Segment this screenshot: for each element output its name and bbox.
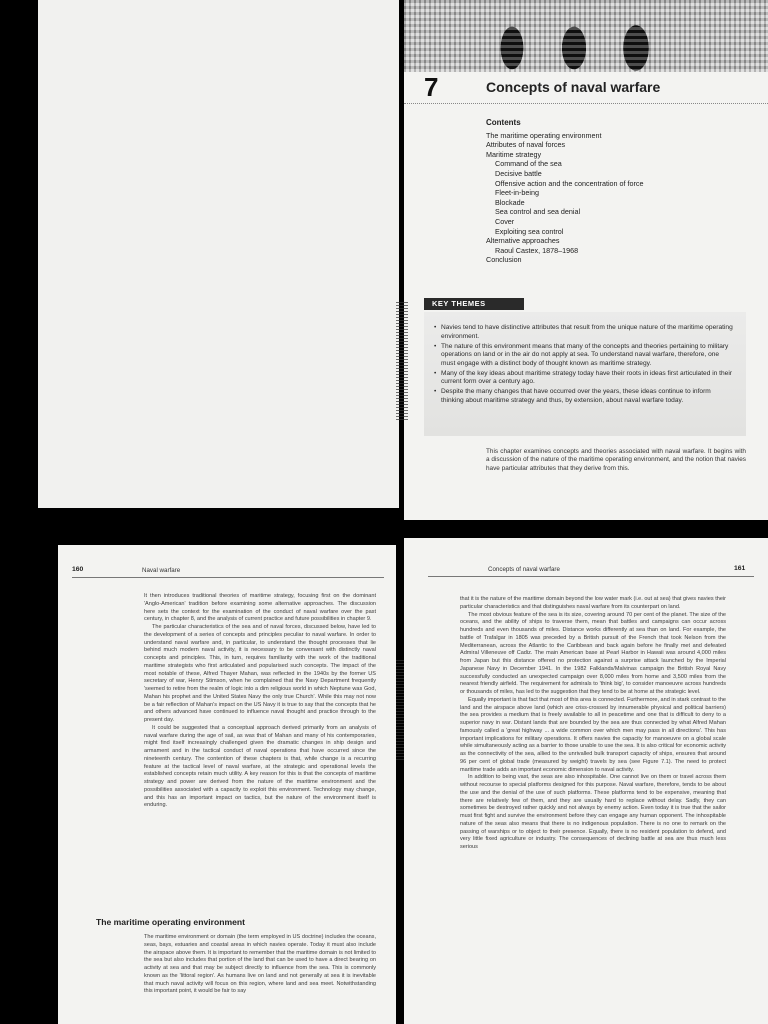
key-theme-item: • The nature of this environment means that many of the concepts and theories pertaining to military operations on land or in the air do not apply at sea. To understand naval warfare, therefore, one must engage with a distinct body of thought known as maritime strategy. [434, 343, 734, 369]
page-160 [58, 545, 396, 1024]
contents-subitem: Command of the sea [495, 159, 562, 169]
key-theme-item: • Many of the key ideas about maritime strategy today have their roots in ideas first articulated in their current form over a century ago. [434, 370, 734, 387]
contents-subitem: Sea control and sea denial [495, 207, 581, 217]
running-head: Naval warfare [142, 567, 181, 574]
contents-subitem: Raoul Castex, 1878–1968 [495, 245, 579, 255]
section-body [144, 934, 376, 996]
contents-item: The maritime operating environment [486, 130, 602, 140]
page-number: 160 [72, 566, 84, 573]
contents-subitem: Exploiting sea control [495, 226, 564, 236]
key-themes-label: KEY THEMES [432, 299, 486, 308]
paragraph: It could be suggested that a conceptual approach derived primarily from an analysis of naval warfare during the age of sail, as was that of Mahan and many of his contemporaries, might find itself increasingly challenged given the dramatic changes in ship design and armament and in the tactical conduct of naval operations that have occurred since the nineteenth century. The contention of these chapters is that, while change is a recurring feature at the tactical level of naval warfare, at the strategic and operational levels the established concepts retain much utility. A key reason for this is that the concepts of maritime strategy and power are derived from the nature of the maritime environment and the possibilities associated with a capacity to exploit this environment. Technology may change, and this has an important impact on tactics, but the nature of the environment itself is enduring. [144, 724, 376, 809]
page-number: 161 [734, 565, 746, 572]
blank-page [38, 0, 399, 508]
key-themes-list [434, 324, 734, 407]
contents-subitem: Offensive action and the concentration of force [495, 178, 644, 188]
chapter-opener-page [404, 0, 768, 520]
key-theme-item: • Navies tend to have distinctive attributes that result from the unique nature of the maritime operating environment. [434, 324, 734, 341]
paragraph: It then introduces traditional theories of maritime strategy, focusing first on the dominant 'Anglo-American' tradition before examining some alternative approaches. The discussion here sets the context for the examination of the conduct of naval warfare over the past century, in chapter 8, and the analysis of current practice and future possibilities in chapter 9. [144, 593, 376, 623]
contents-subitem: Decisive battle [495, 168, 542, 178]
header-rule [404, 103, 768, 104]
contents-list [486, 118, 746, 265]
chapter-number: 7 [424, 72, 439, 102]
paragraph: The maritime environment or domain (the term employed in US doctrine) includes the oceans, seas, bays, estuaries and coastal areas in which navies operate. Today it must also include the airspace above them. It is important to remember that the maritime domain is not limited to the sea but also includes that portion of the land that can be used to have a direct bearing on activity at sea and that may be subject directly to influence from the sea. This is commonly known as the 'littoral region'. As humans live on land and not generally at sea it is inevitable that much naval activity will focus on this region, where land and sea meet. Notwithstanding this important point, it would be fair to say [144, 934, 376, 995]
running-head: Concepts of naval warfare [488, 566, 560, 573]
paragraph: Equally important is that fact that most of this area is connected. Furthermore, and in stark contrast to the land and the airspace above land (which are criss-crossed by innumerable physical and political barriers) the sea provides a medium that is freely available to all in peacetime and one that is difficult to deny to a superior navy in war. Distant lands that are bounded by the sea are thus connected by what Alfred Mahan famously called a 'great highway ... a wide common over which men may pass in all directions'. This has important implications for military operations. It offers navies the capacity for manoeuvre on a global scale while simultaneously acting as a barrier to those unable to use the sea. It is also critical for economic activity as the connectivity of the sea, allied to the unrivalled bulk transport capacity of ships, ensures that around 96 per cent of global trade (measured by weight) travels by sea (see Figure 7.1). The need to protect maritime trade adds an important economic dimension to naval activity. [460, 696, 726, 773]
page-161 [404, 538, 768, 1024]
contents-subitem: Blockade [495, 197, 525, 207]
contents-item: Conclusion [486, 255, 522, 265]
binding-edge [396, 300, 408, 420]
contents-item: Attributes of naval forces [486, 140, 566, 150]
contents-subitem: Cover [495, 216, 515, 226]
chapter-header-photo [404, 0, 768, 72]
header-rule [428, 576, 754, 577]
contents-subitem: Fleet-in-being [495, 188, 539, 198]
header-rule [72, 577, 384, 578]
section-heading: The maritime operating environment [96, 917, 245, 927]
paragraph: In addition to being vast, the seas are also inhospitable. One cannot live on them or travel across them without recourse to special platforms designed for this purpose. Naval warfare, therefore, tends to be about the use and the denial of the use of such platforms. These platforms tend to be expensive, meaning that there are relatively few of them, and they are usually hard to replace without delay. Sadly, they can sometimes be destroyed rather quickly and not always by enemy action. Even today it is true that the sailor must first fight and survive the environment before they can engage any human opponent. The inhospitable nature of the seas also means that there is no indigenous population. There is no one to remark on the passing of warships or to object to their presence. Equally, there is no resident population to defend, and very little fixed agriculture or industry. The consequences of declining battle at sea are thus much less serious [460, 774, 726, 850]
contents-heading: Contents [486, 118, 521, 127]
body-text [144, 593, 376, 810]
contents-item: Maritime strategy [486, 149, 542, 159]
contents-item: Alternative approaches [486, 236, 560, 246]
intro-paragraph: This chapter examines concepts and theories associated with naval warfare. It begins with a discussion of the nature of the maritime operating environment, and the notion that navies have particular attributes that they derive from this. [486, 448, 746, 472]
paragraph: The most obvious feature of the sea is its size, covering around 70 per cent of the planet. The size of the oceans, and the ability of ships to traverse them, mean that battles and campaigns can occur across hundreds and even thousands of miles. Distance works differently at sea than on land. For example, the battle of Trafalgar in 1805 was preceded by a British pursuit of the French that took Nelson from the Mediterranean, across the Atlantic to the Caribbean and back again before he finally met and defeated Admiral Villeneuve off Cadiz. The main American base at Pearl Harbor in Hawaii was around 4,000 miles from Japan but this distance offered no protection against a surprise attack launched by the Imperial Japanese Navy in December 1941. In the 1982 Falklands/Malvinas campaign the British Royal Navy successfully conducted an unexpected campaign over 8,000 miles from home and 3,500 miles from the nearest friendly airfield. The requirement for admirals to 'think big', to consider manoeuvre across hundreds or thousands of miles, has led to the suggestion that they tend to be at home at the strategic level. [460, 611, 726, 695]
chapter-title: Concepts of naval warfare [486, 79, 661, 95]
paragraph: that it is the nature of the maritime domain beyond the low water mark (i.e. out at sea) that gives navies their particular characteristics and that distinguishes naval warfare from its counterpart on land. [460, 596, 726, 610]
key-theme-item: • Despite the many changes that have occurred over the years, these ideas continue to inform thinking about maritime strategy and thus, by extension, about naval warfare today. [434, 388, 734, 405]
body-text [460, 596, 726, 852]
paragraph: The particular characteristics of the sea and of naval forces, discussed below, have led to the development of a series of concepts and principles peculiar to naval warfare. In order to understand naval warfare and, in particular, to understand the thought processes that lie behind much modern naval activity, it is necessary to be conversant with distinctly naval concepts and principles. This, in turn, requires familiarity with the work of the traditional maritime strategists who first articulated and popularised such concepts. The impact of the most notable of these, Alfred Thayer Mahan, was reflected in the 1940s by the former US secretary of war, Henry Stimson, when he complained that the Navy Department frequently 'seemed to retire from the realm of logic into a dim religious world in which Neptune was God, Mahan his prophet and the United States Navy the only true Church'. While this may not now be a fair reflection of Mahan's impact on the US Navy it is true to say that the concepts that he and others advanced have continued to influence naval thought and practice through to the present day. [144, 624, 376, 723]
